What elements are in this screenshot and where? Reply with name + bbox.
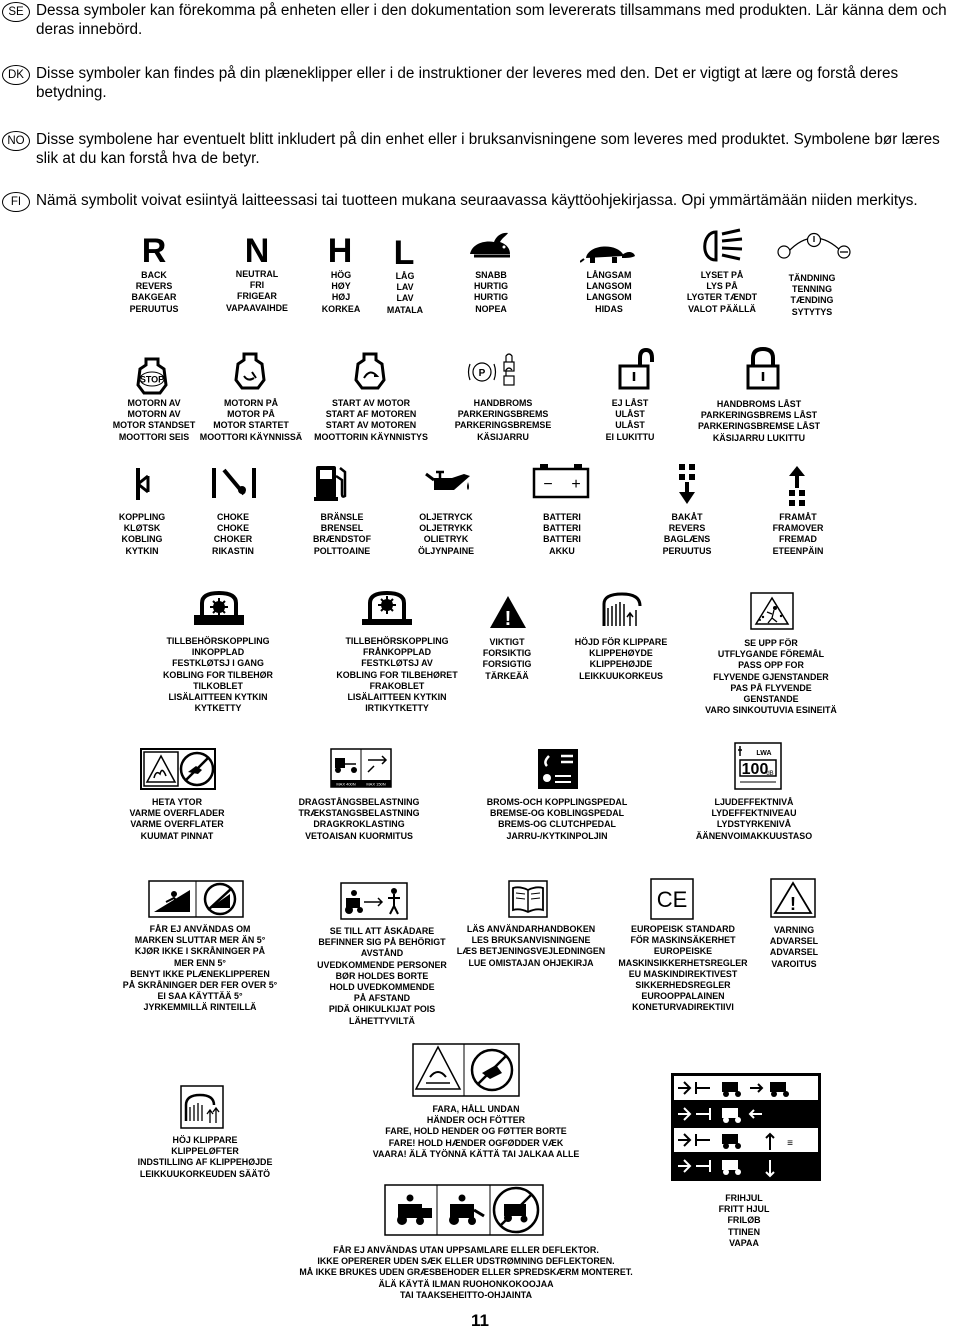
label-battery: BATTERI BATTERI BATTERI AKKU <box>543 512 581 556</box>
cutting-height-icon <box>600 590 644 630</box>
battery-icon <box>532 461 590 499</box>
gear-l-icon <box>388 234 420 268</box>
svg-text:100: 100 <box>741 761 769 778</box>
svg-text:≡: ≡ <box>787 1138 793 1149</box>
slope-limit-icon <box>148 880 244 918</box>
ignition-key-icon <box>774 230 856 260</box>
label-back: BACK REVERS BAKGEAR PERUUTUS <box>129 270 179 314</box>
label-high: HÖG HØY HØJ KORKEA <box>321 270 361 314</box>
label-clutch: KOPPLING KLØTSK KOBLING KYTKIN <box>118 512 166 556</box>
label-neutral: NEUTRAL FRI FRIGEAR VAPAAVAIHDE <box>226 269 288 313</box>
svg-text:H: H <box>327 232 353 266</box>
svg-text:MAX 400N: MAX 400N <box>336 781 356 787</box>
ce-mark-icon <box>650 878 694 920</box>
svg-text:CE: CE <box>656 887 688 912</box>
svg-text:STOP: STOP <box>139 374 165 385</box>
label-slow: LÅNGSAM LANGSOM LANGSOM HIDAS <box>586 270 632 314</box>
engine-running-icon <box>230 350 270 392</box>
fuel-pump-icon <box>312 462 350 502</box>
lang-badge-se: SE <box>2 2 30 22</box>
label-pto-on: TILLBEHÖRSKOPPLING INKOPPLAD FESTKLØTSJ I GANG KOBLING FOR TILBEHØR TILKOBLET LISÄLAITTEEN KYTKIN KYTKETTY <box>163 636 273 714</box>
label-bystanders: SE TILL ATT ÅSKÅDARE BEFINNER SIG PÅ BEHÖRIGT AVSTÅND UVEDKOMMENDE PERSONER BØR HOLDES BORTE HOLD UVEDKOMMENDE PÅ AFSTAND PIDÄ OHIKULKIJAT POIS LÄHETTYVILTÄ <box>317 926 447 1026</box>
label-drawbar-load: DRAGSTÅNGSBELASTNING TRÆKSTANGSBELASTNING DRAGKROKLASTING VETOAISAN KUORMITUS <box>298 797 420 841</box>
intro-text-no: Disse symbolene har eventuelt blitt inkludert på din enhet eller i bruksanvisningene som leveres med produktet. Symbolene bør læres slik at du kan forstå hva de betyr. <box>36 131 940 167</box>
svg-text:!: ! <box>504 608 512 630</box>
label-unlocked: EJ LÅST ULÅST ULÅST EI LUKITTU <box>605 398 655 442</box>
label-manual: LÄS ANVÄNDARHANDBOKEN LES BRUKSANVISNINGENE LÆS BETJENINGSVEJLEDNINGEN LUE OMISTAJAN OHJEKIRJA <box>456 924 606 968</box>
intro-text-fi: Nämä symbolit voivat esiintyä laitteessasi tai tuotteen mukana seuraavassa käyttöohjekirjassa. Opi ymmärtämään niiden merkitys. <box>36 192 918 209</box>
label-ignition: TÄNDNING TENNING TÆNDING SYTYTYS <box>788 273 836 317</box>
label-noise: LJUDEFFEKTNIVÅ LYDEFFEKTNIVEAU LYDSTYRKENIVÅ ÄÄNENVOIMAKKUUSTASO <box>695 797 813 841</box>
choke-icon <box>210 466 258 500</box>
label-caution: VIKTIGT FORSIKTIG FORSIGTIG TÄRKEÄÄ <box>482 637 532 681</box>
label-choke: CHOKE CHOKE CHOKER RIKASTIN <box>212 512 254 556</box>
flying-objects-icon <box>750 592 794 630</box>
locked-icon <box>744 346 782 390</box>
svg-text:R: R <box>141 232 167 266</box>
label-slope: FÅR EJ ANVÄNDAS OM MARKEN SLUTTAR MER ÄN 5° KJØR IKKE I SKRÅNINGER PÅ MER ENN 5° BENYT IKKE PLÆNEKLIPPEREN PÅ SKRÅNINGER DER FER OVER 5° EI SAA KÄYTTÄÄ 5° JYRKEMMILLÄ RINTEILLÄ <box>122 924 278 1013</box>
svg-text:!: ! <box>790 894 796 914</box>
label-reverse: BAKÅT REVERS BAGLÆNS PERUUTUS <box>662 512 712 556</box>
label-fuel: BRÄNSLE BRENSEL BRÆNDSTOF POLTTOAINE <box>312 512 372 556</box>
parking-brake-icon <box>466 350 522 388</box>
gear-h-icon <box>320 232 360 266</box>
svg-text:LWA: LWA <box>756 750 772 757</box>
pedal-icon <box>537 748 579 790</box>
label-freewheel: FRIHJUL FRITT HJUL FRILØB TTINEN VAPAA <box>718 1193 770 1248</box>
svg-text:L: L <box>393 234 415 268</box>
bystanders-distance-icon <box>340 882 408 920</box>
label-flying-objects: SE UPP FÖR UTFLYGANDE FÖREMÅL PASS OPP FOR FLYVENDE GJENSTANDER PAS PÅ FLYVENDE GENSTANDE VARO SINKOUTUVIA ESINEITÄ <box>705 638 837 716</box>
drawbar-load-icon <box>330 748 392 788</box>
label-cut-height: HÖJD FÖR KLIPPARE KLIPPEHØYDE KLIPPEHØJDE LEIKKUUKORKEUS <box>574 637 668 681</box>
warning-triangle-icon <box>770 878 816 918</box>
svg-text:P: P <box>478 368 486 379</box>
label-pto-off: TILLBEHÖRSKOPPLING FRÅNKOPPLAD FESTKLØTSJ AV KOBLING FOR TILBEHØRET FRAKOBLET LISÄLAITTEEN KYTKIN IRTIKYTKETTY <box>336 636 458 714</box>
label-handbrake: HANDBROMS PARKERINGSBREMS PARKERINGSBREMSE KÄSIJARRU <box>454 398 552 442</box>
intro-text-dk: Disse symboler kan findes på din plæneklipper eller i de instruktioner der leveres med den. Det er vigtigt at lære og forstå deres betydning. <box>36 65 899 101</box>
lang-badge-no: NO <box>2 131 30 151</box>
headlight-icon <box>696 228 746 264</box>
label-handbrake-locked: HANDBROMS LÅST PARKERINGSBREMS LÅST PARKERINGSBREMSE LÅST KÄSIJARRU LUKITTU <box>697 399 821 443</box>
label-lights: LYSET PÅ LYS PÅ LYGTER TÆNDT VALOT PÄÄLLÄ <box>686 270 758 314</box>
label-low: LÅG LAV LAV MATALA <box>386 271 424 315</box>
page-number: 11 <box>471 1311 489 1330</box>
svg-text:−: − <box>543 476 553 493</box>
lang-badge-dk: DK <box>2 65 30 85</box>
intro-text-se: Dessa symboler kan förekomma på enheten eller i den dokumentation som levererats tillsammans med produkten. Lär känna dem och deras innebörd. <box>36 2 947 38</box>
lang-badge-fi: FI <box>2 192 30 212</box>
gear-n-icon <box>238 232 276 266</box>
svg-text:N: N <box>244 232 270 266</box>
hare-icon <box>466 230 516 264</box>
caution-triangle-icon <box>488 594 528 630</box>
engine-stop-icon <box>132 355 172 395</box>
svg-text:MAX 150N: MAX 150N <box>366 781 386 787</box>
label-engine-on: MOTORN PÅ MOTOR PÅ MOTOR STARTET MOOTTORI KÄYNNISSÄ <box>199 398 303 442</box>
freewheel-icon <box>670 1072 822 1182</box>
pto-engaged-icon <box>192 589 246 629</box>
unlocked-icon <box>614 348 654 390</box>
pto-disengaged-icon <box>360 589 414 629</box>
label-danger-hands: FARA, HÅLL UNDAN HÄNDER OCH FÖTTER FARE, HOLD HENDER OG FØTTER BORTE FARE! HOLD HÆNDER OGFØDDER VÆK VAARA! ÄLÄ TYÖNNÄ KÄTTÄ TAI JALKAA ALLE <box>372 1104 580 1159</box>
read-manual-icon <box>508 880 548 918</box>
label-ce: EUROPEISK STANDARD FÖR MASKINSÄKERHET EUROPEISKE MASKINSIKKERHETSREGLER EU MASKINDIREKTIVEST SIKKERHEDSREGLER EUROOPPALAINEN KONETURVADIREKTIIVI <box>618 924 748 1013</box>
svg-text:dB: dB <box>766 771 774 777</box>
label-fast: SNABB HURTIG HURTIG NOPEA <box>473 270 509 314</box>
label-forward: FRAMÅT FRAMOVER FREMAD ETEENPÄIN <box>772 512 824 556</box>
tortoise-icon <box>580 238 638 266</box>
no-operation-without-collector-icon <box>384 1184 544 1236</box>
label-raise-cutter: HÖJ KLIPPARE KLIPPELØFTER INDSTILLING AF KLIPPEHØJDE LEIKKUUKORKEUDEN SÄÄTÖ <box>137 1135 273 1179</box>
label-warning: VARNING ADVARSEL ADVARSEL VAROITUS <box>769 925 819 969</box>
sound-power-icon <box>734 742 782 790</box>
engine-start-icon <box>350 350 390 392</box>
label-deflector: FÅR EJ ANVÄNDAS UTAN UPPSAMLARE ELLER DEFLEKTOR. IKKE OPERERER UDEN SÆK ELLER UDSTRØMNING DEFLEKTOREN. MÅ IKKE BRUKES UDEN GRÆSBEHODER ELLER SPREDSKÆRM MONTERET. ÄLÄ KÄYTÄ ILMAN RUOHONKOKOOJAA TAI TAAKSEHEITTO-OHJAINTA <box>299 1245 633 1300</box>
hot-surface-icon <box>140 748 216 790</box>
danger-blade-icon <box>412 1043 520 1097</box>
gear-r-icon <box>136 232 172 266</box>
clutch-icon <box>130 466 152 502</box>
label-hot-surfaces: HETA YTOR VARME OVERFLADER VARME OVERFLATER KUUMAT PINNAT <box>129 797 225 841</box>
raise-cutter-icon <box>180 1085 224 1129</box>
label-engine-off: MOTORN AV MOTORN AV MOTOR STANDSET MOOTTORI SEIS <box>112 398 196 442</box>
label-engine-start: START AV MOTOR START AF MOTOREN START AV MOTOREN MOOTTORIN KÄYNNISTYS <box>314 398 428 442</box>
svg-text:+: + <box>571 476 581 493</box>
reverse-arrow-icon <box>676 462 698 506</box>
forward-arrow-icon <box>786 464 808 508</box>
oil-can-icon <box>424 466 472 500</box>
label-pedal: BROMS-OCH KOPPLINGSPEDAL BREMSE-OG KOBLINGSPEDAL BREMS-OG CLUTCHPEDAL JARRU-/KYTKINPOLJIN <box>486 797 628 841</box>
label-oil: OLJETRYCK OLJETRYKK OLIETRYK ÖLJYNPAINE <box>417 512 475 556</box>
